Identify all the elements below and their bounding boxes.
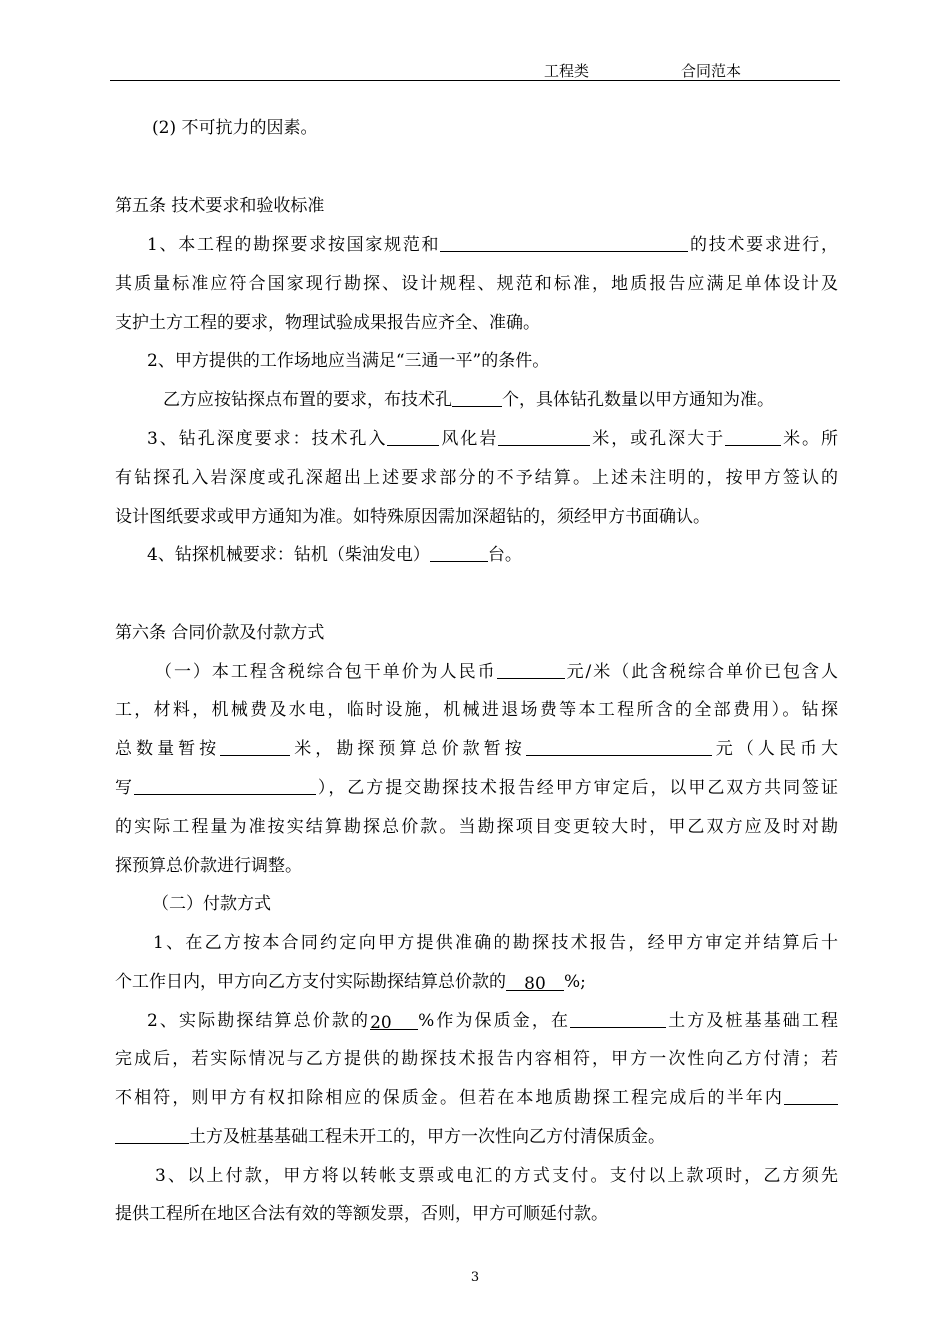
depth-blank-1[interactable]: [387, 427, 439, 446]
art6-pay3-line1: 3、以上付款，甲方将以转帐支票或电汇的方式支付。支付以上款项时，乙方须先: [155, 1166, 838, 1186]
art6-pay2-line3: 不相符，则甲方有权扣除相应的保质金。但若在本地质勘探工程完成后的半年内: [115, 1086, 838, 1110]
art6-pay2-line2: 完成后，若实际情况与乙方提供的勘探技术报告内容相符，甲方一次性向乙方付清；若: [115, 1049, 838, 1069]
article-5-title: 第五条 技术要求和验收标准: [115, 196, 325, 216]
total-quantity-blank[interactable]: [220, 737, 290, 756]
budget-total-blank[interactable]: [526, 737, 712, 756]
art6-s1-line5: 的实际工程量为准按实结算勘探总价款。当勘探项目变更较大时，甲乙双方应及时对勘: [115, 817, 838, 837]
depth-blank-2[interactable]: [498, 427, 590, 446]
art6-pay1-line1: 1、在乙方按本合同约定向甲方提供准确的勘探技术报告，经甲方审定并结算后十: [153, 933, 838, 953]
header-category: 工程类: [543, 62, 589, 80]
retention-project-blank[interactable]: [570, 1009, 666, 1028]
clause-item-2: (2) 不可抗力的因素。: [152, 118, 318, 138]
page-number: 3: [470, 1270, 480, 1285]
art5-p3-line3: 设计图纸要求或甲方通知为准。如特殊原因需加深超钻的，须经甲方书面确认。: [115, 507, 710, 527]
first-payment-percent[interactable]: 80: [506, 972, 564, 991]
art5-p1-line1: 1、本工程的勘探要求按国家规范和 的技术要求进行，: [147, 235, 838, 255]
art6-s1-line3: 总数量暂按 米，勘探预算总价款暂按 元（人民币大: [115, 739, 839, 759]
art6-s1-line4: 写 ），乙方提交勘探技术报告经甲方审定后，以甲乙双方共同签证: [115, 778, 839, 798]
art6-pay3-line2: 提供工程所在地区合法有效的等额发票，否则，甲方可顺延付款。: [115, 1204, 608, 1224]
art5-p3-line2: 有钻探孔入岩深度或孔深超出上述要求部分的不予结算。上述未注明的，按甲方签认的: [115, 468, 838, 488]
art6-s1-line6: 探预算总价款进行调整。: [115, 856, 302, 876]
art6-s1-line1: （一）本工程含税综合包干单价为人民币 元/米（此含税综合单价已包含人: [153, 662, 838, 682]
half-year-blank-a[interactable]: [784, 1086, 838, 1105]
half-year-blank-b[interactable]: [115, 1125, 189, 1144]
header-doc-type: 合同范本: [680, 62, 741, 80]
art6-s2-title: （二）付款方式: [152, 894, 271, 914]
art5-p3-line1: 3、钻孔深度要求：技术孔入 风化岩 米，或孔深大于 米。所: [147, 429, 839, 449]
art5-p1-line2: 其质量标准应符合国家现行勘探、设计规程、规范和标准，地质报告应满足单体设计及: [115, 274, 838, 294]
amount-in-words-blank[interactable]: [134, 776, 316, 795]
standard-blank[interactable]: [440, 233, 688, 252]
art5-p4: 4、钻探机械要求：钻机（柴油发电） 台。: [147, 545, 522, 565]
art6-s1-line2: 工，材料，机械费及水电，临时设施，机械进退场费等本工程所含的全部费用）。钻探: [115, 700, 838, 720]
art5-p2b: 乙方应按钻探点布置的要求，布技术孔 个，具体钻孔数量以甲方通知为准。: [163, 390, 774, 410]
unit-price-blank[interactable]: [497, 660, 565, 679]
art5-p1-line3: 支护土方工程的要求，物理试验成果报告应齐全、准确。: [115, 313, 540, 333]
page-header: [110, 60, 840, 81]
hole-count-blank[interactable]: [452, 388, 502, 407]
retention-percent[interactable]: 20: [370, 1011, 418, 1030]
article-6-title: 第六条 合同价款及付款方式: [115, 623, 325, 643]
depth-blank-3[interactable]: [725, 427, 781, 446]
art6-pay2-line1: 2、实际勘探结算总价款的20 %作为保质金，在 土方及桩基基础工程: [147, 1011, 839, 1033]
art6-pay1-line2: 个工作日内，甲方向乙方支付实际勘探结算总价款的 80 %;: [115, 972, 586, 994]
drill-count-blank[interactable]: [430, 543, 488, 562]
art5-p2: 2、甲方提供的工作场地应当满足“三通一平”的条件。: [147, 351, 550, 371]
art6-pay2-line4: 土方及桩基基础工程未开工的，甲方一次性向乙方付清保质金。: [115, 1125, 838, 1149]
